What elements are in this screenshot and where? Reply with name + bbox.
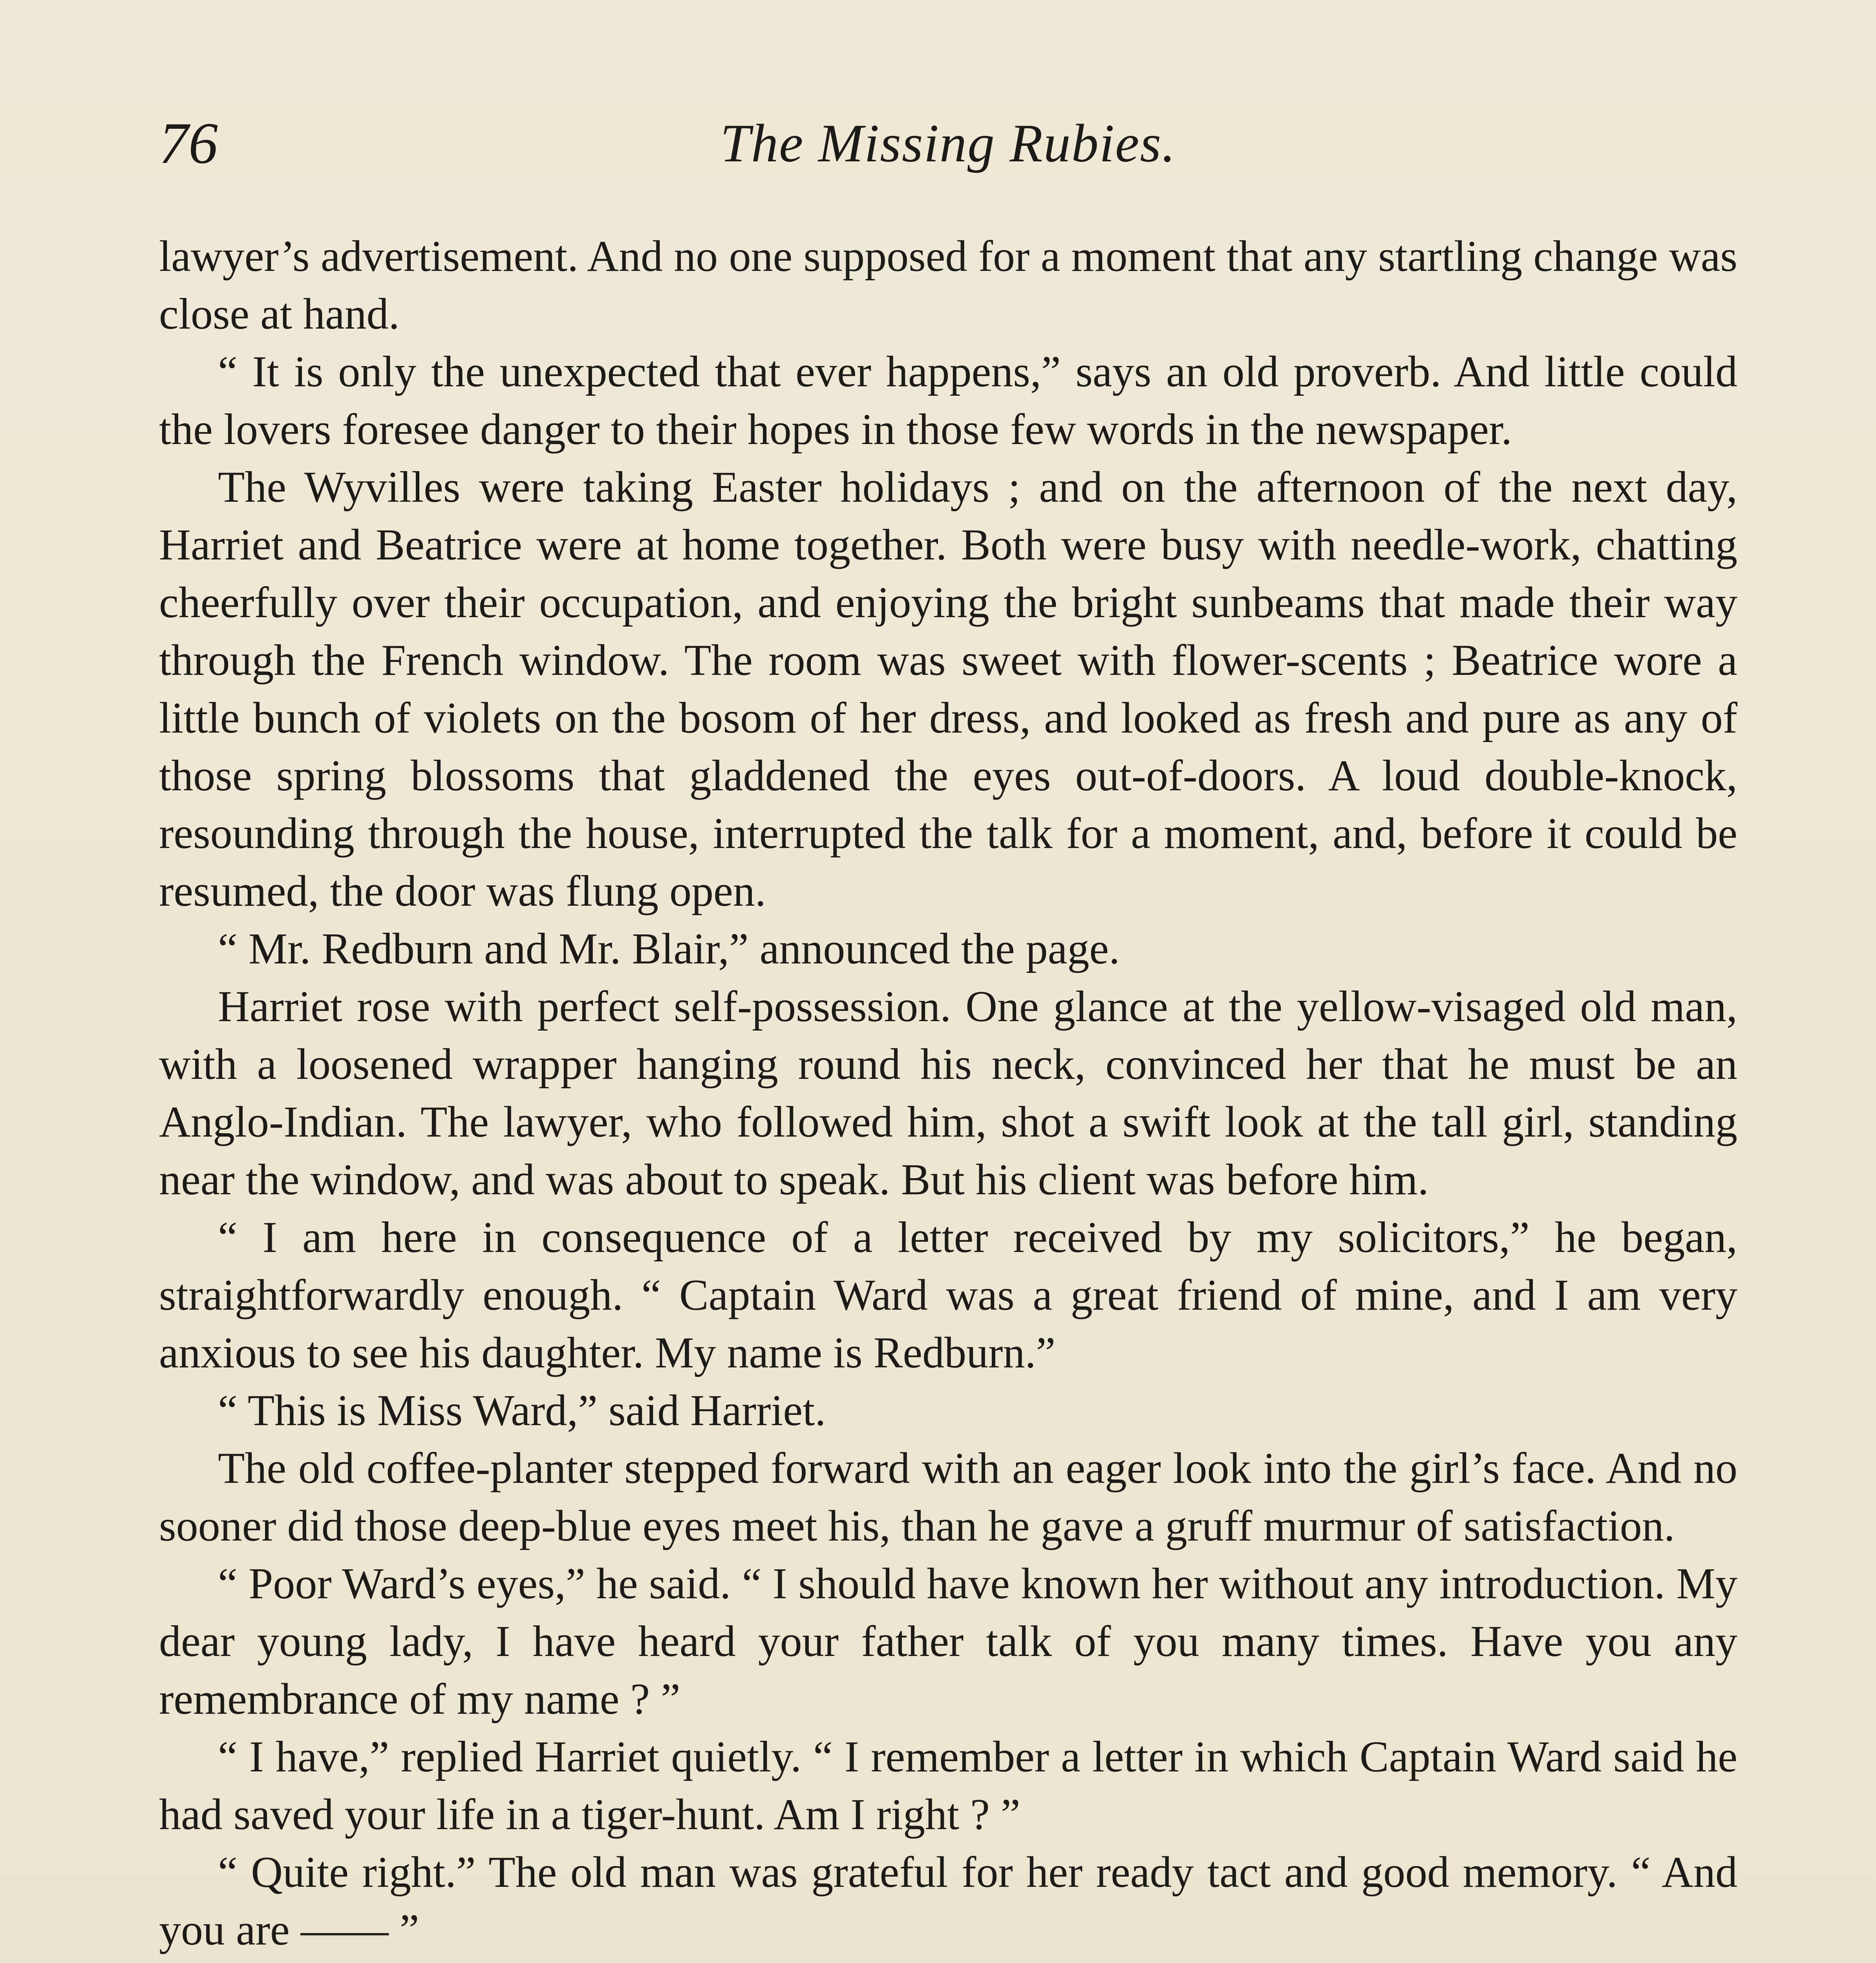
paragraph: “ It is only the unexpected that ever happens,” says an old proverb. And little could the lovers foresee danger to their hopes in those few words in the newspaper. — [159, 347, 1737, 454]
paragraph: “ Mr. Redburn and Mr. Blair,” announced the page. — [218, 925, 1120, 973]
running-title: The Missing Rubies. — [720, 113, 1176, 173]
paragraph: Harriet rose with perfect self-possession. One glance at the yellow-visaged old man, with a loosened wrapper hanging round his neck, convinced her that he must be an Anglo-Indian. The lawyer, who followed him, shot a swift look at the tall girl, standing near the window, and was about to speak. But his client was before him. — [159, 982, 1737, 1204]
paragraph: lawyer’s advertisement. And no one supposed for a moment that any startling change was close at hand. — [159, 232, 1737, 338]
paragraph: “ I have,” replied Harriet quietly. “ I remember a letter in which Captain Ward said he had saved your life in a tiger-hunt. Am I right ? ” — [159, 1733, 1737, 1839]
body-text — [159, 228, 1737, 1963]
page-number: 76 — [159, 111, 218, 176]
paragraph: The Wyvilles were taking Easter holidays ; and on the afternoon of the next day, Harriet and Beatrice were at home together. Both were busy with needle-work, chatting cheerfully over their occupation, and enjoying the bright sunbeams that made their way through the French window. The room was sweet with flower-scents ; Beatrice wore a little bunch of violets on the bosom of her dress, and looked as fresh and pure as any of those spring blossoms that gladdened the eyes out-of-doors. A loud double-knock, resounding through the house, interrupted the talk for a moment, and, before it could be resumed, the door was flung open. — [159, 463, 1737, 916]
paragraph: “ This is Miss Ward,” said Harriet. — [218, 1386, 826, 1435]
paragraph: “ Quite right.” The old man was grateful for her ready tact and good memory. “ And you are —— ” — [159, 1848, 1737, 1954]
paragraph: The old coffee-planter stepped forward with an eager look into the girl’s face. And no sooner did those deep-blue eyes meet his, than he gave a gruff murmur of satisfaction. — [159, 1444, 1737, 1550]
paragraph: “ Poor Ward’s eyes,” he said. “ I should have known her without any introduction. My dear young lady, I have heard your father talk of you many times. Have you any remembrance of my name ? ” — [159, 1559, 1737, 1724]
page-header — [159, 106, 1737, 181]
paragraph: “ I am here in consequence of a letter received by my solicitors,” he began, straightforwardly enough. “ Captain Ward was a great friend of mine, and I am very anxious to see his daughter. My name is Redburn.” — [159, 1213, 1737, 1377]
paragraph — [159, 1959, 1737, 1963]
